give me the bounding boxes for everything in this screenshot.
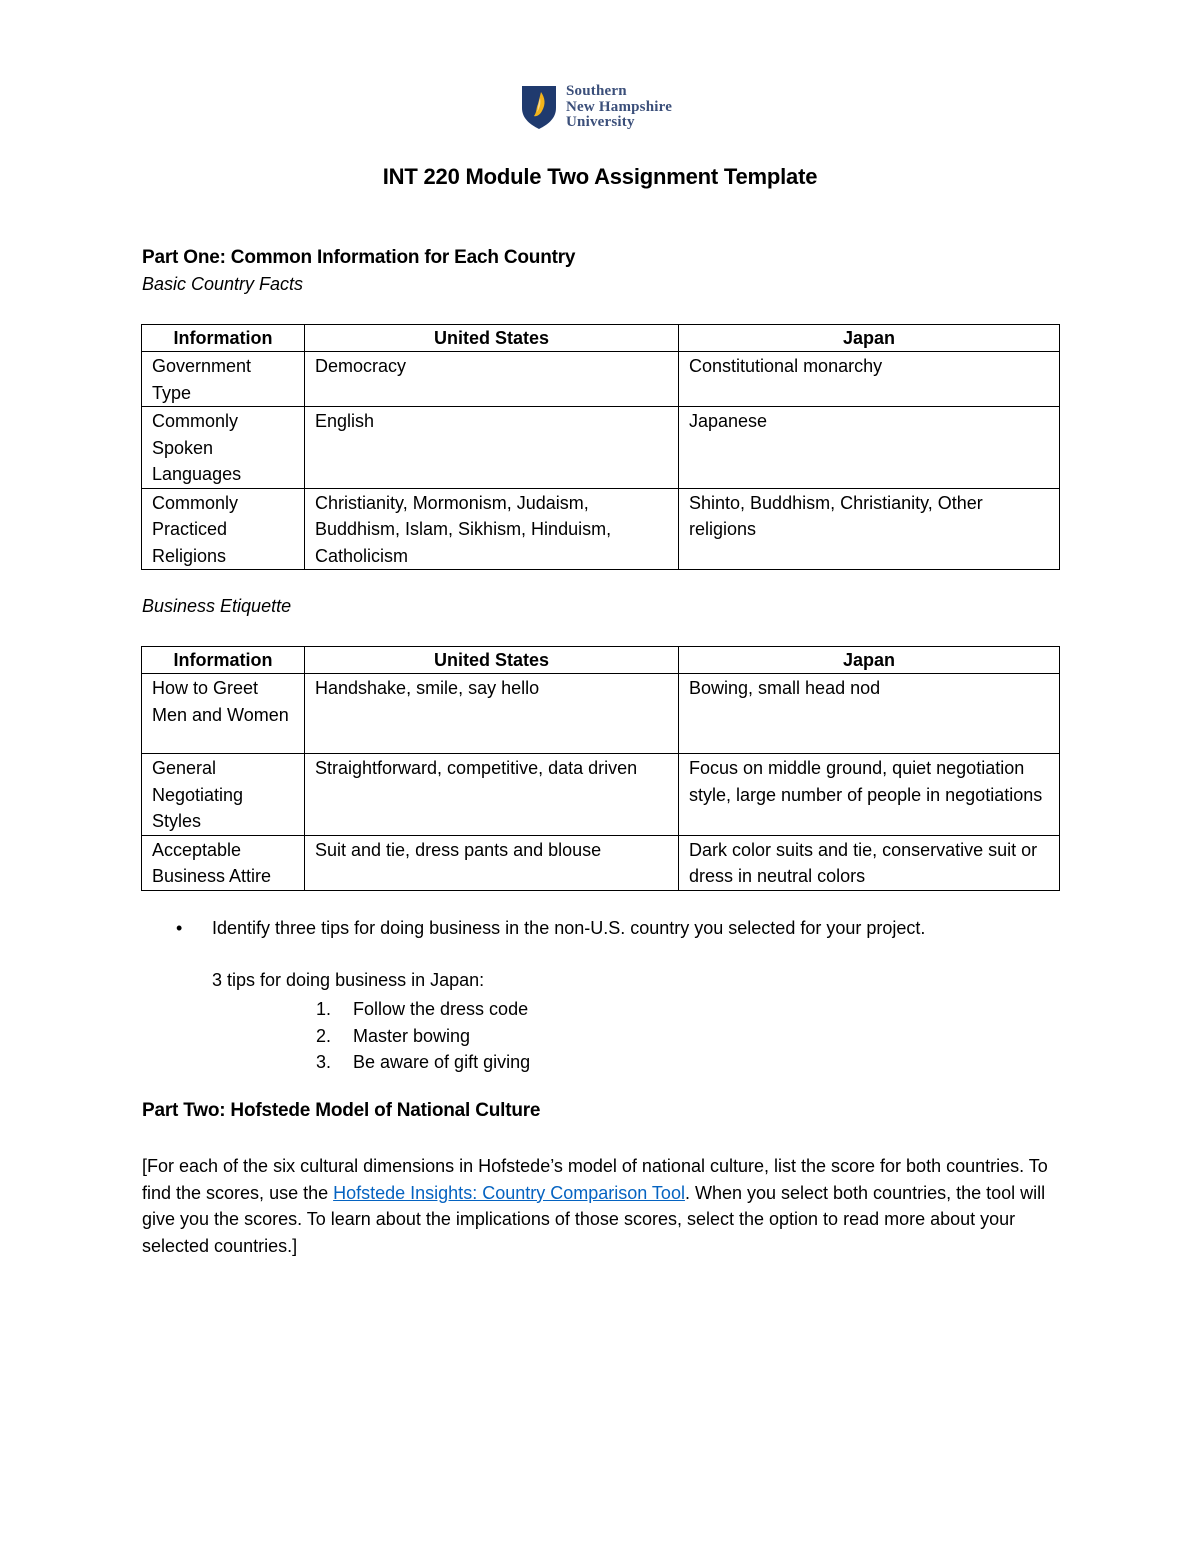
tips-intro: 3 tips for doing business in Japan: (212, 970, 485, 990)
table-cell: General Negotiating Styles (142, 754, 305, 836)
list-number: 3. (316, 1052, 332, 1072)
table-cell: Constitutional monarchy (679, 352, 1060, 407)
list-item (316, 1023, 530, 1050)
column-header: Information (142, 647, 305, 674)
bullet-text: Identify three tips for doing business in the non-U.S. country you selected for your project. (212, 918, 926, 938)
list-number: 1. (316, 999, 332, 1019)
table-cell: Commonly Practiced Religions (142, 488, 305, 570)
table-cell: Democracy (305, 352, 679, 407)
table-header-row (142, 325, 1060, 352)
table-row (142, 674, 1060, 754)
list-item (316, 996, 530, 1023)
table-cell: English (305, 407, 679, 489)
table-row (142, 754, 1060, 836)
table-cell: How to Greet Men and Women (142, 674, 305, 754)
table-row (142, 835, 1060, 890)
logo-line-3: University (566, 114, 635, 130)
table-cell: Acceptable Business Attire (142, 835, 305, 890)
table-cell: Dark color suits and tie, conservative suit or dress in neutral colors (679, 835, 1060, 890)
hofstede-link[interactable]: Hofstede Insights: Country Comparison Tool (333, 1182, 685, 1203)
table-row (142, 352, 1060, 407)
para-text-before: [For each of the six cultural dimensions in Hofstede’s model of national culture, list the score for both countries. To find the scores, use the (142, 1156, 1048, 1203)
table-cell: Christianity, Mormonism, Judaism, Buddhism, Islam, Sikhism, Hinduism, Catholicism (305, 488, 679, 570)
column-header: Japan (679, 325, 1060, 352)
column-header: Japan (679, 647, 1060, 674)
table-row (142, 488, 1060, 570)
column-header: United States (305, 325, 679, 352)
table-cell: Japanese (679, 407, 1060, 489)
list-text: Master bowing (353, 1025, 471, 1046)
column-header: Information (142, 325, 305, 352)
logo-line-1: Southern (566, 83, 627, 99)
instruction-bullet (176, 918, 925, 939)
table-cell: Commonly Spoken Languages (142, 407, 305, 489)
basic-facts-table (141, 324, 1060, 570)
business-etiquette-table (141, 646, 1060, 891)
part-one-heading: Part One: Common Information for Each Country (142, 247, 576, 268)
table-cell: Handshake, smile, say hello (305, 674, 679, 754)
table-header-row (142, 647, 1060, 674)
list-text: Follow the dress code (353, 999, 529, 1019)
column-header: United States (305, 647, 679, 674)
table-cell: Government Type (142, 352, 305, 407)
table-row (142, 407, 1060, 489)
tips-list (316, 996, 530, 1076)
para-text-after: . When you select both countries, the tool will give you the scores. To learn about the implications of those scores, select the option to read more about your selected countries.] (142, 1182, 1046, 1256)
university-logo (520, 84, 672, 131)
logo-line-2: New Hampshire (566, 98, 673, 115)
list-number: 2. (316, 1025, 332, 1046)
list-text: Be aware of gift giving (353, 1052, 531, 1072)
etiquette-subheading: Business Etiquette (142, 596, 292, 616)
shield-flame-icon (520, 84, 558, 130)
part-two-heading: Part Two: Hofstede Model of National Culture (142, 1100, 541, 1121)
part-two-instructions (142, 1153, 1072, 1259)
logo-wordmark (566, 84, 672, 131)
table-cell: Suit and tie, dress pants and blouse (305, 835, 679, 890)
table-cell: Straightforward, competitive, data driven (305, 754, 679, 836)
list-item (316, 1049, 530, 1076)
table-cell: Bowing, small head nod (679, 674, 1060, 754)
table-cell: Shinto, Buddhism, Christianity, Other religions (679, 488, 1060, 570)
document-title: INT 220 Module Two Assignment Template (382, 164, 818, 189)
basic-facts-subheading: Basic Country Facts (142, 274, 304, 294)
table-cell: Focus on middle ground, quiet negotiation style, large number of people in negotiations (679, 754, 1060, 836)
bullet-icon: • (176, 918, 183, 938)
